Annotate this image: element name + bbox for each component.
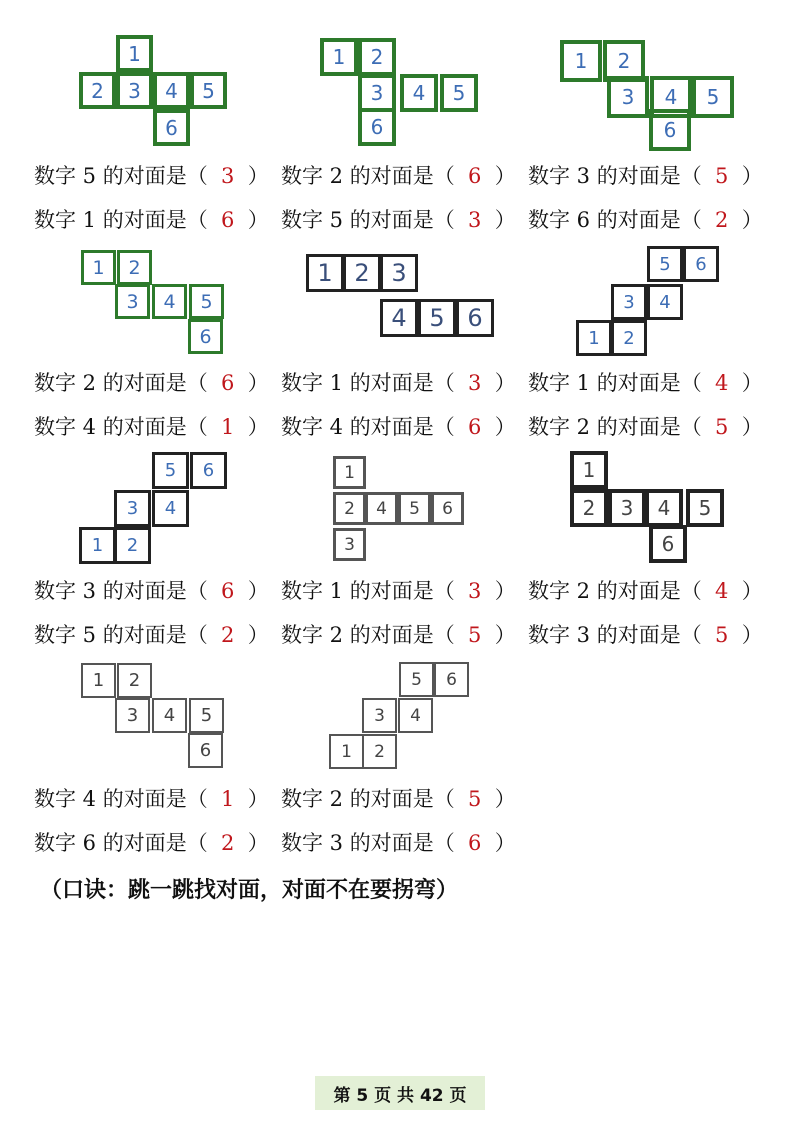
question-close-paren: ）	[741, 164, 763, 188]
net-face: 3	[333, 528, 366, 561]
net-face: 6	[190, 452, 227, 489]
net-face: 2	[117, 663, 152, 698]
net-face: 5	[398, 492, 431, 525]
answer-value: 4	[715, 579, 729, 603]
net-face: 6	[358, 108, 396, 146]
question-close-paren: ）	[494, 371, 516, 395]
question-text: 数字 2 的对面是（	[281, 164, 455, 188]
net-face: 4	[152, 698, 187, 733]
answer-value: 3	[468, 208, 482, 232]
question-item	[528, 579, 775, 603]
question-item	[34, 164, 281, 188]
answer-value: 3	[221, 164, 235, 188]
question-close-paren: ）	[741, 371, 763, 395]
answer-value: 6	[468, 831, 482, 855]
question-item	[281, 831, 528, 855]
question-text: 数字 1 的对面是（	[34, 208, 208, 232]
question-text: 数字 2 的对面是（	[528, 579, 702, 603]
net-face: 3	[362, 698, 397, 733]
answer-value: 1	[221, 415, 235, 439]
question-text: 数字 1 的对面是（	[281, 579, 455, 603]
question-close-paren: ）	[494, 579, 516, 603]
question-text: 数字 3 的对面是（	[281, 831, 455, 855]
answer-value: 3	[468, 371, 482, 395]
question-text: 数字 2 的对面是（	[528, 415, 702, 439]
question-item	[34, 208, 281, 232]
question-item	[281, 164, 528, 188]
answer-value: 6	[468, 164, 482, 188]
question-item	[281, 371, 528, 395]
question-text: 数字 4 的对面是（	[34, 415, 208, 439]
net-face: 6	[153, 109, 190, 146]
question-close-paren: ）	[494, 831, 516, 855]
net-face: 5	[418, 299, 456, 337]
net-face: 1	[576, 320, 612, 356]
question-row	[34, 164, 775, 188]
net-face: 3	[608, 489, 646, 527]
question-close-paren: ）	[247, 831, 269, 855]
question-item	[281, 787, 528, 811]
net-face: 5	[190, 72, 227, 109]
net-face: 2	[114, 527, 151, 564]
net-face: 3	[358, 74, 396, 112]
question-close-paren: ）	[494, 623, 516, 647]
question-text: 数字 3 的对面是（	[528, 164, 702, 188]
net-face: 6	[431, 492, 464, 525]
net-face: 3	[115, 698, 150, 733]
question-item	[528, 415, 775, 439]
net-face: 4	[365, 492, 398, 525]
answer-value: 3	[468, 579, 482, 603]
question-text: 数字 4 的对面是（	[281, 415, 455, 439]
question-row	[34, 371, 775, 395]
answer-value: 5	[715, 623, 729, 647]
net-face: 4	[152, 490, 189, 527]
net-face: 3	[115, 284, 150, 319]
question-text: 数字 2 的对面是（	[34, 371, 208, 395]
answer-value: 5	[468, 787, 482, 811]
answer-value: 5	[715, 164, 729, 188]
question-row	[34, 579, 775, 603]
net-face: 4	[650, 76, 692, 118]
net-face: 1	[306, 254, 344, 292]
net-face: 2	[79, 72, 116, 109]
net-face: 5	[692, 76, 734, 118]
net-face: 2	[343, 254, 381, 292]
question-close-paren: ）	[494, 164, 516, 188]
net-face: 2	[611, 320, 647, 356]
question-close-paren: ）	[741, 415, 763, 439]
answer-value: 6	[468, 415, 482, 439]
net-face: 1	[81, 250, 116, 285]
question-row	[34, 415, 775, 439]
question-item	[34, 415, 281, 439]
net-face: 5	[189, 284, 224, 319]
answer-value: 6	[221, 208, 235, 232]
net-face: 4	[645, 489, 683, 527]
answer-value: 5	[468, 623, 482, 647]
net-face: 1	[333, 456, 366, 489]
answer-value: 2	[715, 208, 729, 232]
net-face: 3	[116, 72, 153, 109]
net-face: 6	[649, 525, 687, 563]
question-close-paren: ）	[494, 787, 516, 811]
question-text: 数字 1 的对面是（	[528, 371, 702, 395]
mnemonic: （口诀：跳一跳找对面，对面不在要拐弯）	[40, 878, 459, 903]
net-face: 4	[398, 698, 433, 733]
net-face: 6	[188, 733, 223, 768]
net-face: 6	[456, 299, 494, 337]
net-face: 6	[649, 109, 691, 151]
net-face: 3	[607, 76, 649, 118]
net-face: 6	[683, 246, 719, 282]
net-face: 5	[189, 698, 224, 733]
question-close-paren: ）	[741, 623, 763, 647]
question-close-paren: ）	[494, 208, 516, 232]
question-item	[528, 164, 775, 188]
question-row	[34, 208, 775, 232]
question-close-paren: ）	[247, 208, 269, 232]
answer-value: 2	[221, 831, 235, 855]
net-face: 1	[570, 451, 608, 489]
answer-value: 6	[221, 579, 235, 603]
question-item	[528, 623, 775, 647]
question-text: 数字 3 的对面是（	[34, 579, 208, 603]
net-face: 3	[114, 490, 151, 527]
question-item	[34, 623, 281, 647]
answer-value: 1	[221, 787, 235, 811]
question-text: 数字 6 的对面是（	[528, 208, 702, 232]
net-face: 4	[153, 72, 190, 109]
question-text: 数字 1 的对面是（	[281, 371, 455, 395]
net-face: 6	[188, 319, 223, 354]
question-close-paren: ）	[494, 415, 516, 439]
question-text: 数字 3 的对面是（	[528, 623, 702, 647]
net-face: 2	[333, 492, 366, 525]
answer-value: 2	[221, 623, 235, 647]
net-face: 6	[434, 662, 469, 697]
net-face: 5	[440, 74, 478, 112]
question-text: 数字 5 的对面是（	[34, 164, 208, 188]
question-text: 数字 5 的对面是（	[281, 208, 455, 232]
question-close-paren: ）	[741, 208, 763, 232]
question-item	[528, 371, 775, 395]
question-item	[34, 579, 281, 603]
answer-value: 5	[715, 415, 729, 439]
net-face: 1	[81, 663, 116, 698]
question-item	[281, 623, 528, 647]
net-face: 5	[647, 246, 683, 282]
net-face: 4	[152, 284, 187, 319]
question-item	[281, 579, 528, 603]
net-face: 4	[647, 284, 683, 320]
question-item	[281, 415, 528, 439]
net-face: 1	[320, 38, 358, 76]
question-close-paren: ）	[247, 415, 269, 439]
question-item	[34, 831, 281, 855]
question-close-paren: ）	[247, 371, 269, 395]
net-face: 1	[329, 734, 364, 769]
question-close-paren: ）	[741, 579, 763, 603]
question-row	[34, 787, 528, 811]
net-face: 1	[79, 527, 116, 564]
net-face: 2	[362, 734, 397, 769]
question-row	[34, 831, 528, 855]
page-footer: 第 5 页 共 42 页	[315, 1076, 485, 1110]
net-face: 4	[400, 74, 438, 112]
net-face: 5	[152, 452, 189, 489]
net-face: 4	[380, 299, 418, 337]
answer-value: 6	[221, 371, 235, 395]
question-text: 数字 2 的对面是（	[281, 623, 455, 647]
question-text: 数字 5 的对面是（	[34, 623, 208, 647]
question-item	[528, 208, 775, 232]
net-face: 3	[611, 284, 647, 320]
question-close-paren: ）	[247, 164, 269, 188]
question-text: 数字 2 的对面是（	[281, 787, 455, 811]
question-close-paren: ）	[247, 787, 269, 811]
net-face: 2	[358, 38, 396, 76]
net-face: 2	[603, 40, 645, 82]
net-face: 2	[570, 489, 608, 527]
net-face: 1	[560, 40, 602, 82]
question-item	[281, 208, 528, 232]
question-close-paren: ）	[247, 579, 269, 603]
net-face: 1	[116, 35, 153, 72]
net-face: 3	[380, 254, 418, 292]
question-item	[34, 787, 281, 811]
net-face: 2	[117, 250, 152, 285]
question-item	[34, 371, 281, 395]
answer-value: 4	[715, 371, 729, 395]
net-face: 5	[686, 489, 724, 527]
question-close-paren: ）	[247, 623, 269, 647]
question-text: 数字 6 的对面是（	[34, 831, 208, 855]
question-text: 数字 4 的对面是（	[34, 787, 208, 811]
net-face: 5	[399, 662, 434, 697]
question-row	[34, 623, 775, 647]
